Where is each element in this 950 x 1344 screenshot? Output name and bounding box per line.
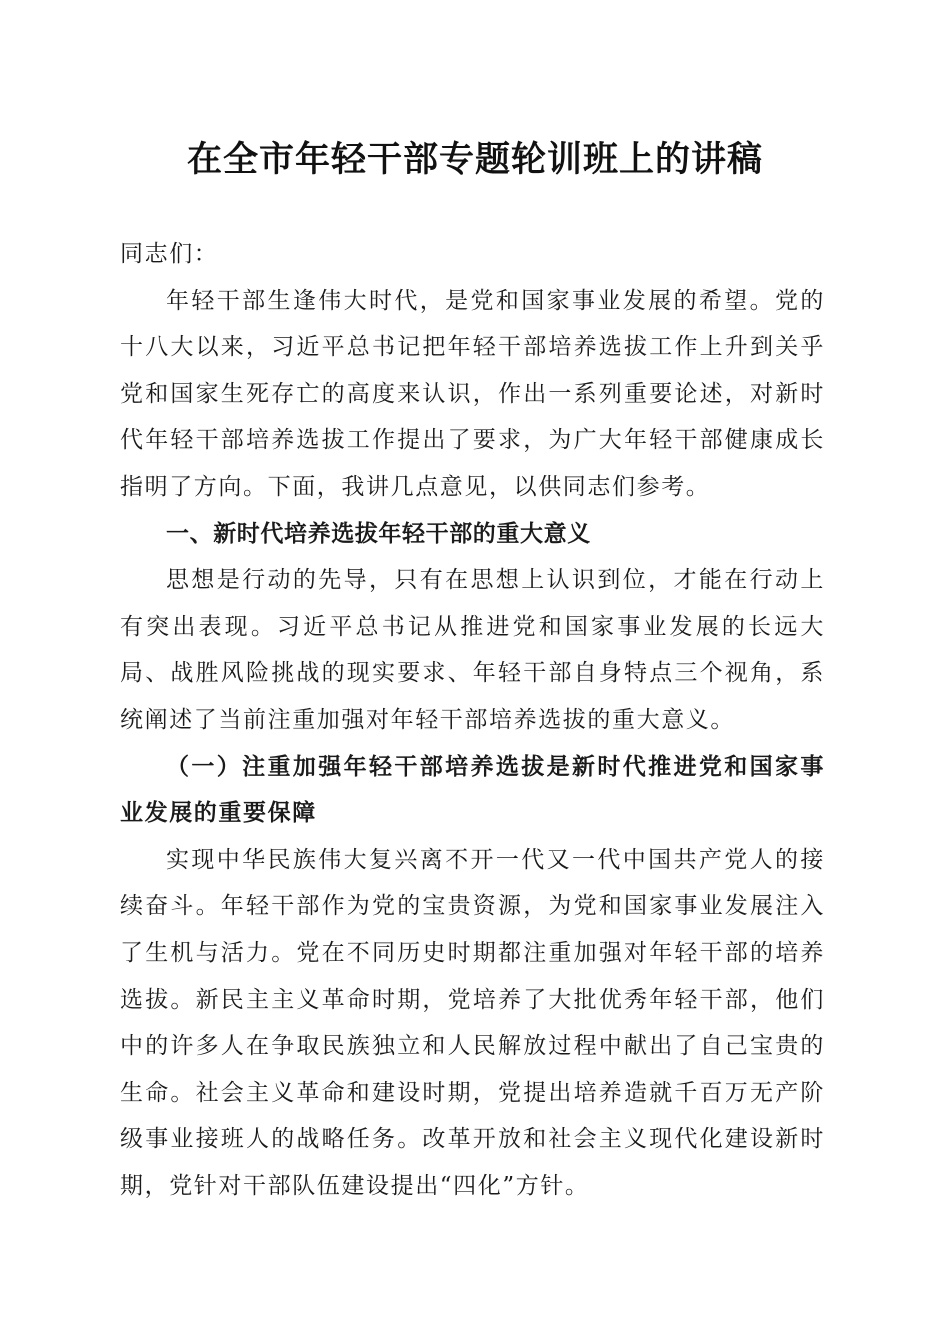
section-intro-paragraph: 思想是行动的先导，只有在思想上认识到位，才能在行动上有突出表现。习近平总书记从推进党和国家事业发展的长远大局、战胜风险挑战的现实要求、年轻干部自身特点三个视角，系统阐述了当前注重加强对年轻干部培养选拔的重大意义。 — [120, 567, 825, 733]
subsection-heading: （一）注重加强年轻干部培养选拔是新时代推进党和国家事业发展的重要保障 — [120, 752, 825, 827]
salutation: 同志们： — [120, 241, 219, 267]
subsection-paragraph: 实现中华民族伟大复兴离不开一代又一代中国共产党人的接续奋斗。年轻干部作为党的宝贵资源，为党和国家事业发展注入了生机与活力。党在不同历史时期都注重加强对年轻干部的培养选拔。新民主主义革命时期，党培养了大批优秀年轻干部，他们中的许多人在争取民族独立和人民解放过程中献出了自己宝贵的生命。社会主义革命和建设时期，党提出培养造就千百万无产阶级事业接班人的战略任务。改革开放和社会主义现代化建设新时期，党针对干部队伍建设提出“四化”方针。 — [120, 846, 825, 1199]
document-body — [120, 231, 825, 1209]
document-title: 在全市年轻干部专题轮训班上的讲稿 — [186, 139, 763, 180]
opening-paragraph: 年轻干部生逢伟大时代，是党和国家事业发展的希望。党的十八大以来，习近平总书记把年轻干部培养选拔工作上升到关乎党和国家生死存亡的高度来认识，作出一系列重要论述，对新时代年轻干部培养选拔工作提出了要求，为广大年轻干部健康成长指明了方向。下面，我讲几点意见，以供同志们参考。 — [120, 287, 825, 500]
section-heading: 一、新时代培养选拔年轻干部的重大意义 — [166, 520, 591, 547]
